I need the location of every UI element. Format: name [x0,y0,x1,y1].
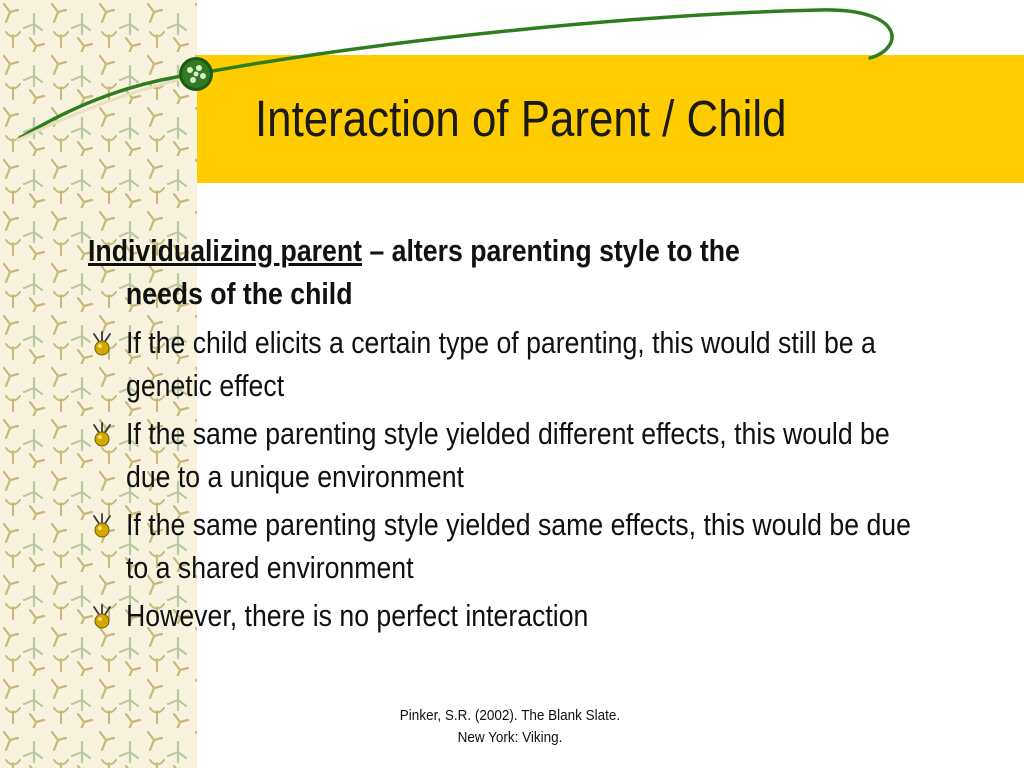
lead-rest-line1: – alters parenting style to the [362,233,740,268]
lead-paragraph [88,229,974,315]
slide-body [88,229,988,642]
citation-line2: New York: Viking. [457,729,563,746]
bullet-text: If the child elicits a certain type of parenting, this would still be a genetic effect [126,325,876,403]
bullet-item [88,594,988,637]
citation [357,705,663,749]
bullet-text: However, there is no perfect interaction [126,598,589,633]
bullet-text: If the same parenting style yielded same effects, this would be due to a shared environment [126,507,911,585]
lead-term: Individualizing parent [88,233,363,268]
bullet-item [88,503,988,589]
bullet-list [88,321,988,637]
bullet-item [88,321,988,407]
flower-bullet-icon [88,512,116,540]
bullet-item [88,412,988,498]
lead-rest-line2: needs of the child [125,276,353,311]
flower-bullet-icon [88,421,116,449]
bullet-text: If the same parenting style yielded different effects, this would be due to a unique environment [126,416,890,494]
slide-title: Interaction of Parent / Child [255,90,787,147]
citation-line1: Pinker, S.R. (2002). The Blank Slate. [399,707,621,724]
flower-bullet-icon [88,603,116,631]
flower-bullet-icon [88,330,116,358]
